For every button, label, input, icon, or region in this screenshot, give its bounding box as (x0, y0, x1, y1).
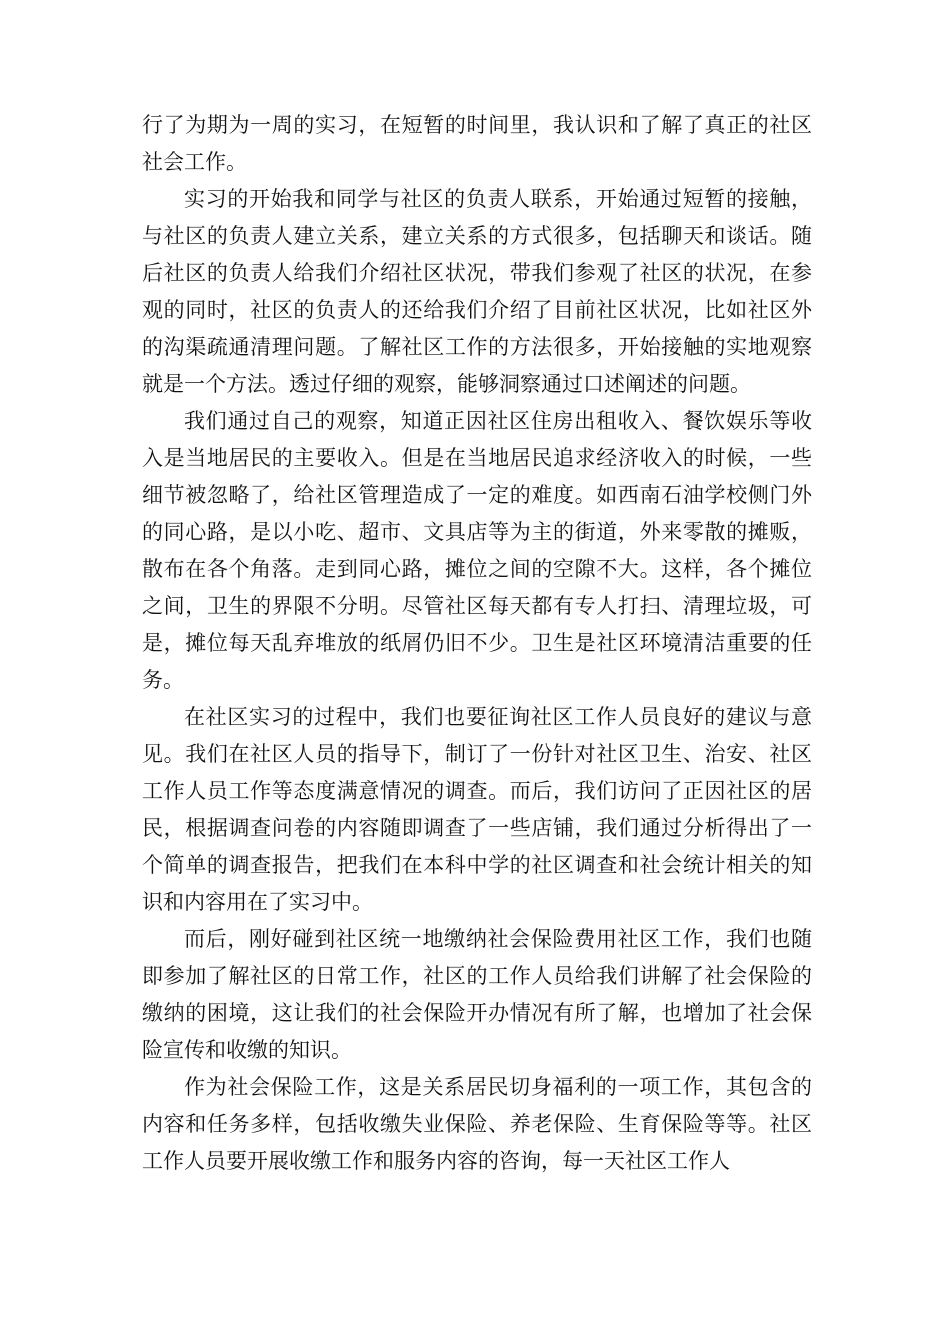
paragraph-6: 作为社会保险工作，这是关系居民切身福利的一项工作，其包含的内容和任务多样，包括收缴失业保险、养老保险、生育保险等等。社区工作人员要开展收缴工作和服务内容的咨询，每一天社区工作人 (142, 1075, 812, 1173)
paragraph-1: 行了为期为一周的实习，在短暂的时间里，我认识和了解了真正的社区社会工作。 (142, 113, 812, 174)
paragraph-5: 而后，刚好碰到社区统一地缴纳社会保险费用社区工作，我们也随即参加了解社区的日常工作，社区的工作人员给我们讲解了社会保险的缴纳的困境，这让我们的社会保险开办情况有所了解，也增加了社会保险宣传和收缴的知识。 (142, 927, 812, 1062)
paragraph-2: 实习的开始我和同学与社区的负责人联系，开始通过短暂的接触，与社区的负责人建立关系，建立关系的方式很多，包括聊天和谈话。随后社区的负责人给我们介绍社区状况，带我们参观了社区的状况，在参观的同时，社区的负责人的还给我们介绍了目前社区状况，比如社区外的沟渠疏通清理问题。了解社区工作的方法很多，开始接触的实地观察就是一个方法。透过仔细的观察，能够洞察通过口述阐述的问题。 (142, 187, 812, 396)
paragraph-3: 我们通过自己的观察，知道正因社区住房出租收入、餐饮娱乐等收入是当地居民的主要收入。但是在当地居民追求经济收入的时候，一些细节被忽略了，给社区管理造成了一定的难度。如西南石油学校侧门外的同心路，是以小吃、超市、文具店等为主的街道，外来零散的摊贩，散布在各个角落。走到同心路，摊位之间的空隙不大。这样，各个摊位之间，卫生的界限不分明。尽管社区每天都有专人打扫、清理垃圾，可是，摊位每天乱弃堆放的纸屑仍旧不少。卫生是社区环境清洁重要的任务。 (142, 409, 812, 692)
paragraph-4: 在社区实习的过程中，我们也要征询社区工作人员良好的建议与意见。我们在社区人员的指导下，制订了一份针对社区卫生、治安、社区工作人员工作等态度满意情况的调查。而后，我们访问了正因社区的居民，根据调查问卷的内容随即调查了一些店铺，我们通过分析得出了一个简单的调查报告，把我们在本科中学的社区调查和社会统计相关的知识和内容用在了实习中。 (142, 705, 812, 914)
document-body (142, 107, 812, 1180)
